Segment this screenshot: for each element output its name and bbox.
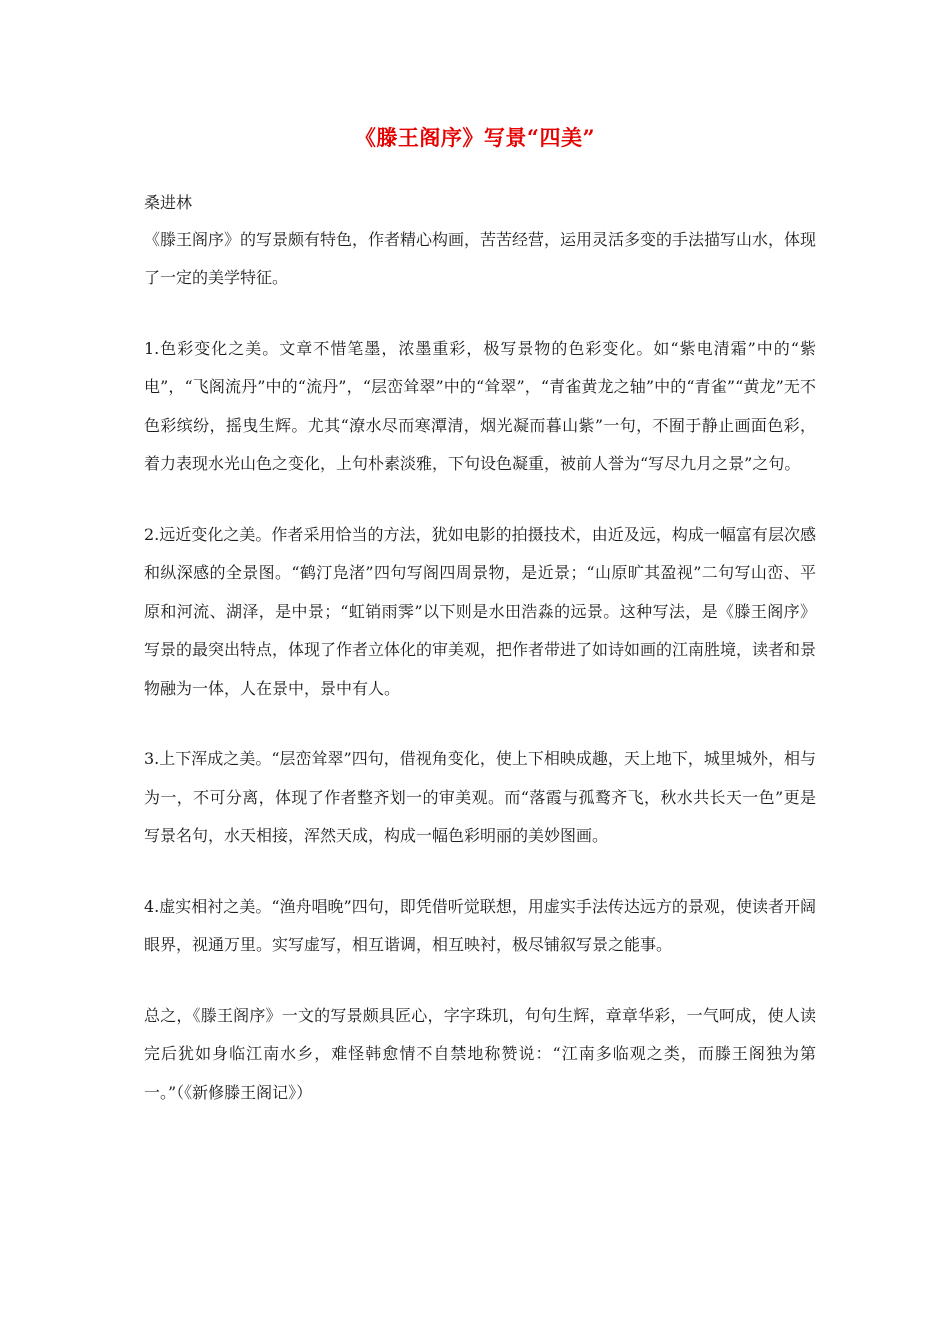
paragraph-gap — [144, 856, 816, 888]
section-virtual-real-beauty: 4.虚实相衬之美。“渔舟唱晚”四句，即凭借听觉联想，用虚实手法传达远方的景观，使读者开阔眼界，视通万里。实写虚写，相互谐调，相互映衬，极尽铺叙写景之能事。 — [144, 896, 816, 954]
paragraph-gap — [144, 708, 816, 740]
section-color-beauty: 1.色彩变化之美。文章不惜笔墨，浓墨重彩，极写景物的色彩变化。如“紫电清霜”中的“紫电”，“飞阁流丹”中的“流丹”，“层峦耸翠”中的“耸翠”，“青雀黄龙之轴”中的“青雀”“黄龙”无不色彩缤纷，摇曳生辉。尤其“潦水尽而寒潭清，烟光凝而暮山紫”一句，不囿于静止画面色彩，着力表现水光山色之变化，上句朴素淡雅，下句设色凝重，被前人誉为“写尽九月之景”之句。 — [144, 338, 816, 473]
paragraph-gap — [144, 484, 816, 516]
document-title: 《滕王阁序》写景“四美” — [354, 125, 596, 150]
section-distance-beauty: 2.远近变化之美。作者采用恰当的方法，犹如电影的拍摄技术，由近及远，构成一幅富有层次感和纵深感的全景图。“鹤汀凫渚”四句写阁四周景物，是近景；“山原旷其盈视”二句写山峦、平原和河流、湖泽，是中景；“虹销雨霁”以下则是水田浩淼的远景。这种写法，是《滕王阁序》写景的最突出特点，体现了作者立体化的审美观，把作者带进了如诗如画的江南胜境，读者和景物融为一体，人在景中，景中有人。 — [144, 524, 817, 698]
document-body — [144, 184, 816, 1112]
conclusion-paragraph: 总之，《滕王阁序》一文的写景颇具匠心，字字珠玑，句句生辉，章章华彩，一气呵成，使人读完后犹如身临江南水乡，难怪韩愈情不自禁地称赞说：“江南多临观之类，而滕王阁独为第一。”（《新修滕王阁记》） — [144, 1005, 816, 1102]
section-vertical-beauty: 3.上下浑成之美。“层峦耸翠”四句，借视角变化，使上下相映成趣，天上地下，城里城外，相与为一，不可分离，体现了作者整齐划一的审美观。而“落霞与孤鹜齐飞，秋水共长天一色”更是写景名句，水天相接，浑然天成，构成一幅色彩明丽的美妙图画。 — [144, 749, 816, 845]
intro-paragraph: 《滕王阁序》的写景颇有特色，作者精心构画，苦苦经营，运用灵活多变的手法描写山水，体现了一定的美学特征。 — [144, 229, 817, 287]
paragraph-gap — [144, 965, 816, 997]
author-name: 桑进林 — [144, 193, 193, 212]
paragraph-gap — [144, 298, 816, 330]
